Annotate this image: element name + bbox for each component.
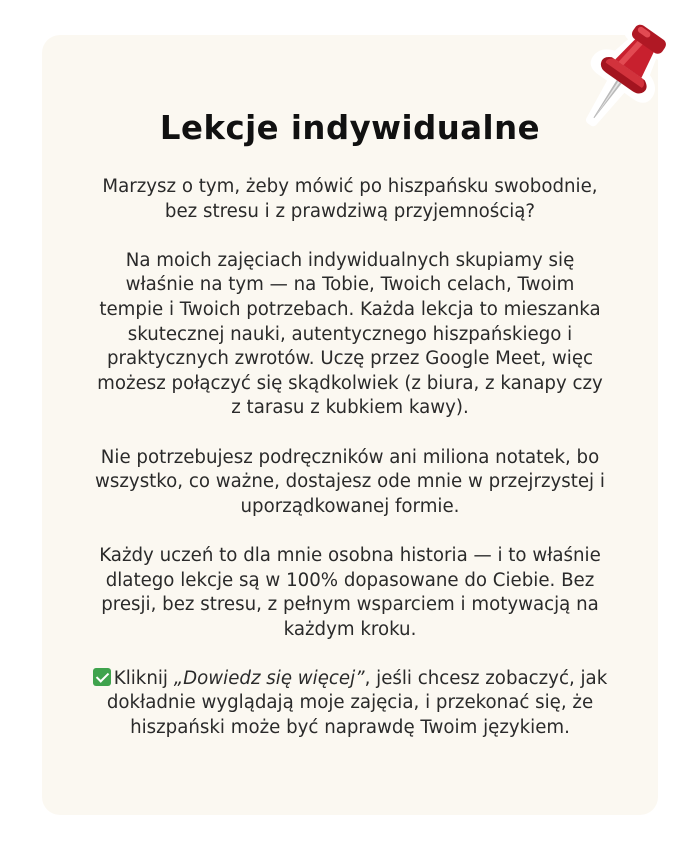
individual-approach-paragraph: Każdy uczeń to dla mnie osobna historia — i to właśnie dlatego lekcje są w 100% dopasowane do Ciebie. Bez presji, bez stresu, z pełnym wsparciem i motywacją na każdym kroku. [99, 544, 601, 640]
check-mark-icon [93, 668, 111, 686]
cta-suffix: , jeśli chcesz zobaczyć, jak dokładnie wyglądają moje zajęcia, i przekonać się, że hiszpański może być naprawdę Twoim językiem. [106, 667, 608, 739]
cta-prefix: Kliknij [113, 667, 174, 689]
lessons-paragraph: Na moich zajęciach indywidualnych skupiamy się właśnie na tym — na Tobie, Twoich celach, Twoim tempie i Twoich potrzebach. Każda lekcja to mieszanka skutecznej nauki, autentycznego hiszpańskiego i praktycznych zwrotów. Uczę przez Google Meet, więc możesz połączyć się skądkolwiek (z biura, z kanapy czy z tarasu z kubkiem kawy). [97, 249, 603, 419]
call-to-action-paragraph [92, 667, 608, 741]
description-body [92, 175, 608, 741]
page-title: Lekcje indywidualne [159, 108, 541, 147]
intro-paragraph: Marzysz o tym, żeby mówić po hiszpańsku swobodnie, bez stresu i z prawdziwą przyjemnością? [102, 176, 598, 222]
materials-paragraph: Nie potrzebujesz podręczników ani miliona notatek, bo wszystko, co ważne, dostajesz ode mnie w przejrzystej i uporządkowanej formie. [95, 446, 605, 517]
cta-learn-more: „Dowiedz się więcej” [173, 667, 365, 689]
